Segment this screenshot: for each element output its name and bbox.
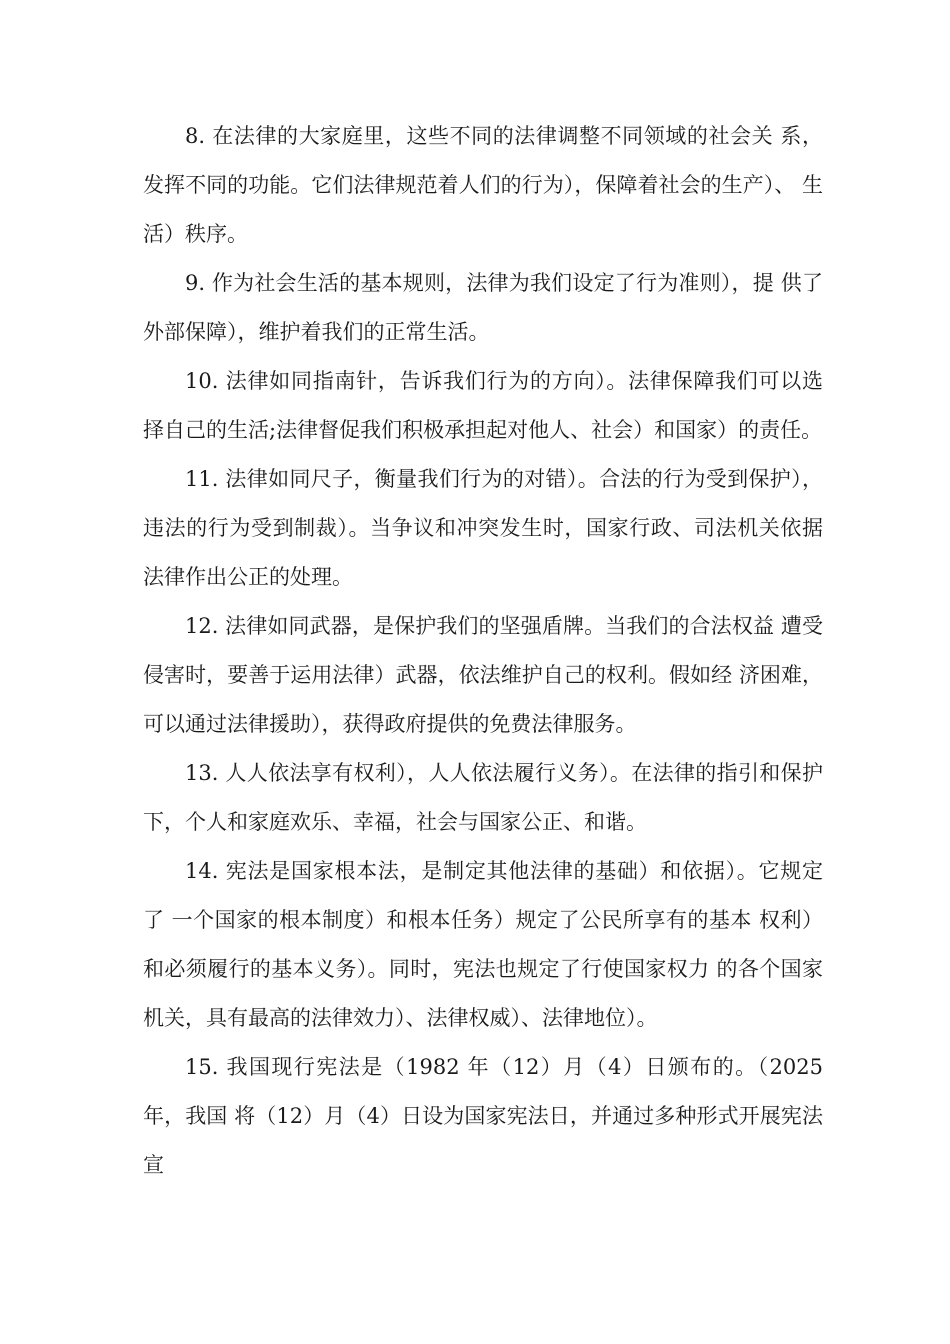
paragraph-10: 10. 法律如同指南针，告诉我们行为的方向）。法律保障我们可以选择自己的生活;法律督促我们积极承担起对他人、社会）和国家）的责任。 <box>143 369 823 442</box>
paragraph-8: 8. 在法律的大家庭里，这些不同的法律调整不同领域的社会关 系，发挥不同的功能。它们法律规范着人们的行为），保障着社会的生产）、 生活）秩序。 <box>143 124 823 246</box>
paragraph-9: 9. 作为社会生活的基本规则，法律为我们设定了行为准则），提 供了外部保障），维护着我们的正常生活。 <box>143 271 823 344</box>
paragraph-14: 14. 宪法是国家根本法，是制定其他法律的基础）和依据）。它规定了 一个国家的根本制度）和根本任务）规定了公民所享有的基本 权利）和必须履行的基本义务）。同时，宪法也规定了行使国家权力 的各个国家机关，具有最高的法律效力）、法律权威）、法律地位）。 <box>143 859 823 1030</box>
document-body <box>143 112 823 1190</box>
paragraph-12: 12. 法律如同武器，是保护我们的坚强盾牌。当我们的合法权益 遭受侵害时，要善于运用法律）武器，依法维护自己的权利。假如经 济困难，可以通过法律援助），获得政府提供的免费法律服务。 <box>143 614 823 736</box>
paragraph-15: 15. 我国现行宪法是（1982 年（12）月（4）日颁布的。（2025 年，我国 将（12）月（4）日设为国家宪法日，并通过多种形式开展宪法宣 <box>143 1055 823 1177</box>
paragraph-11: 11. 法律如同尺子，衡量我们行为的对错）。合法的行为受到保护），违法的行为受到制裁）。当争议和冲突发生时，国家行政、司法机关依据法律作出公正的处理。 <box>143 467 823 589</box>
paragraph-13: 13. 人人依法享有权利），人人依法履行义务）。在法律的指引和保护下，个人和家庭欢乐、幸福，社会与国家公正、和谐。 <box>143 761 823 834</box>
